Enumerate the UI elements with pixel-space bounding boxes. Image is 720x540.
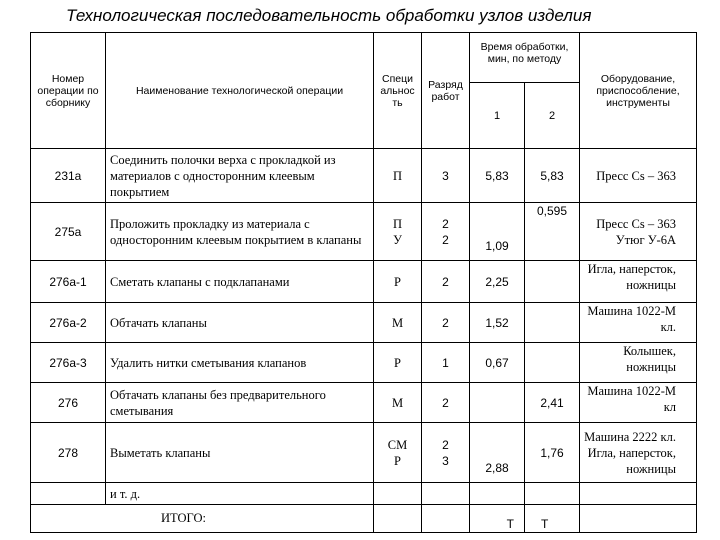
total-spec: [374, 505, 422, 533]
grade: [422, 483, 470, 505]
table-row: [31, 343, 697, 383]
total-equipment: [580, 505, 697, 533]
time-method-1: 1,09: [470, 203, 525, 261]
operation-name: Проложить прокладку из материала с односторонним клеевым покрытием в клапаны: [106, 203, 374, 261]
operation-name: Сметать клапаны с подклапанами: [106, 261, 374, 303]
time-method-1: [470, 383, 525, 423]
operation-name: Выметать клапаны: [106, 423, 374, 483]
grade: 2: [422, 303, 470, 343]
table-row: [31, 303, 697, 343]
time-method-1: 2,88: [470, 423, 525, 483]
grade: 1: [422, 343, 470, 383]
operation-number: 276а-2: [31, 303, 106, 343]
equipment: Колышек, ножницы: [580, 343, 697, 383]
time-method-1: 1,52: [470, 303, 525, 343]
table-row: [31, 383, 697, 423]
total-label: ИТОГО:: [31, 505, 374, 533]
time-method-2: [525, 261, 580, 303]
time-method-1: [470, 483, 525, 505]
specialty: М: [374, 303, 422, 343]
operation-number: 276а-1: [31, 261, 106, 303]
specialty: Р: [374, 343, 422, 383]
specialty: СМ Р: [374, 423, 422, 483]
time-method-1: 0,67: [470, 343, 525, 383]
specialty: П У: [374, 203, 422, 261]
specialty: М: [374, 383, 422, 423]
time-method-1: 5,83: [470, 149, 525, 203]
table-row: [31, 203, 697, 261]
equipment: Пресс Cs – 363 Утюг У-6А: [580, 203, 697, 261]
operation-number: [31, 483, 106, 505]
time-method-2: [525, 303, 580, 343]
grade: 2 2: [422, 203, 470, 261]
header-grade: Разряд работ: [422, 33, 470, 149]
operation-name: Соединить полочки верха с прокладкой из материалов с односторонним клеевым покрытием: [106, 149, 374, 203]
grade: 2 3: [422, 423, 470, 483]
operation-number: 275а: [31, 203, 106, 261]
operation-number: 276: [31, 383, 106, 423]
header-time-method-2: 2: [525, 83, 580, 149]
total-grade: [422, 505, 470, 533]
time-method-2: [525, 483, 580, 505]
equipment: Машина 2222 кл. Игла, наперсток, ножницы: [580, 423, 697, 483]
time-method-2: 2,41: [525, 383, 580, 423]
table-row: [31, 261, 697, 303]
grade: 2: [422, 261, 470, 303]
specialty: П: [374, 149, 422, 203]
header-equipment: Оборудование, приспособление, инструменты: [580, 33, 697, 149]
header-specialty: Специ альнос ть: [374, 33, 422, 149]
operation-name: Удалить нитки сметывания клапанов: [106, 343, 374, 383]
operation-name: Обтачать клапаны: [106, 303, 374, 343]
equipment: [580, 483, 697, 505]
operations-table: [30, 32, 697, 533]
total-time-1: Т: [470, 505, 525, 533]
header-operation-name: Наименование технологической операции: [106, 33, 374, 149]
time-method-1: 2,25: [470, 261, 525, 303]
operation-name: и т. д.: [106, 483, 374, 505]
specialty: Р: [374, 261, 422, 303]
page-title: Технологическая последовательность обработки узлов изделия: [66, 6, 592, 25]
time-method-2: 0,595: [525, 203, 580, 261]
equipment: Игла, наперсток, ножницы: [580, 261, 697, 303]
time-method-2: 1,76: [525, 423, 580, 483]
equipment: Машина 1022-М кл.: [580, 303, 697, 343]
grade: 3: [422, 149, 470, 203]
operation-number: 278: [31, 423, 106, 483]
equipment: Машина 1022-М кл: [580, 383, 697, 423]
table-row: [31, 483, 697, 505]
header-operation-number: Номер операции по сборнику: [31, 33, 106, 149]
total-row: [31, 505, 697, 533]
time-method-2: [525, 343, 580, 383]
total-time-2: Т: [525, 505, 580, 533]
equipment: Пресс Cs – 363: [580, 149, 697, 203]
time-method-2: 5,83: [525, 149, 580, 203]
operation-name: Обтачать клапаны без предварительного сметывания: [106, 383, 374, 423]
header-time-method-1: 1: [470, 83, 525, 149]
specialty: [374, 483, 422, 505]
table-row: [31, 149, 697, 203]
header-time: Время обработки, мин, по методу: [470, 33, 580, 83]
grade: 2: [422, 383, 470, 423]
operation-number: 276а-3: [31, 343, 106, 383]
table-row: [31, 423, 697, 483]
operation-number: 231а: [31, 149, 106, 203]
